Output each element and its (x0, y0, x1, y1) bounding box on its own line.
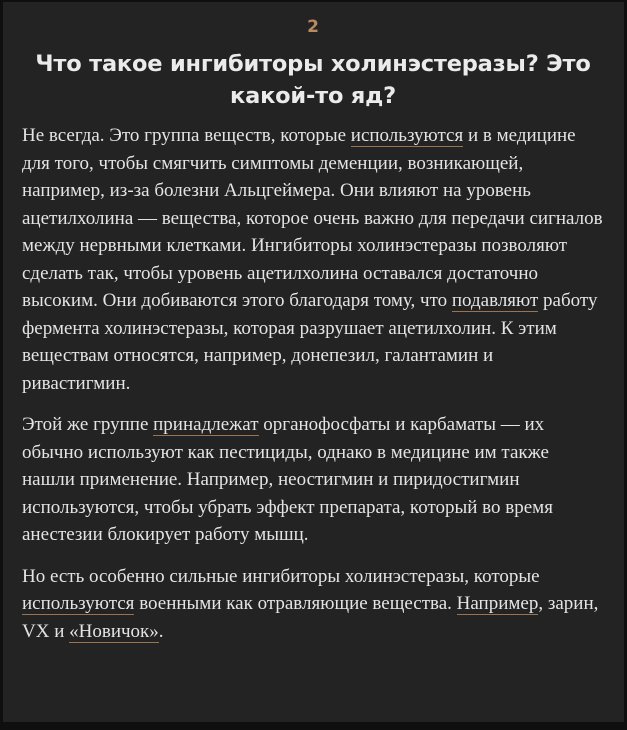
link-suppress[interactable]: подавляют (451, 290, 539, 311)
paragraph-3 (22, 563, 604, 646)
text-run: Этой же группе (22, 414, 154, 435)
text-run: военными как отравляющие вещества. (134, 593, 457, 614)
article-card (3, 2, 624, 722)
section-heading: Что такое ингибиторы холинэстеразы? Это какой-то яд? (35, 51, 591, 109)
link-belong[interactable]: принадлежат (153, 414, 259, 435)
text-run: работу фермента холинэстеразы, которая разрушает ацетилхолин. К этим веществам относятся, например, донепезил, галантамин и ривастигмин. (22, 290, 598, 394)
step-number: 2 (307, 17, 319, 37)
link-used[interactable]: используются (350, 125, 464, 146)
text-run: Не всегда. Это группа веществ, которые (22, 125, 351, 146)
link-novichok[interactable]: «Новичок» (69, 620, 159, 642)
text-run: . (158, 620, 164, 642)
text-run: , зарин, VX и (22, 593, 599, 642)
text-run: органофосфаты и карбаматы — их обычно используют как пестициды, однако в медицине им также нашли применение. Например, неостигмин и пиридостигмин используются, чтобы убрать эффект препарата, который во время анестезии блокирует работу мышц. (22, 414, 553, 545)
text-run: и в медицине для того, чтобы смягчить симптомы деменции, возникающей, например, из-за болезни Альцгеймера. Они влияют на уровень ацетилхолина — вещества, которое очень важно для передачи сигналов между нервными клетками. Ингибиторы холинэстеразы позволяют сделать так, чтобы уровень ацетилхолина оставался достаточно высоким. Они добиваются этого благодаря тому, что (22, 125, 603, 311)
paragraph-1 (22, 122, 604, 397)
paragraph-2 (22, 411, 604, 549)
link-example[interactable]: Например (456, 593, 539, 614)
link-used-military[interactable]: используются (22, 593, 135, 614)
text-run: Но есть особенно сильные ингибиторы холинэстеразы, которые (22, 565, 540, 587)
